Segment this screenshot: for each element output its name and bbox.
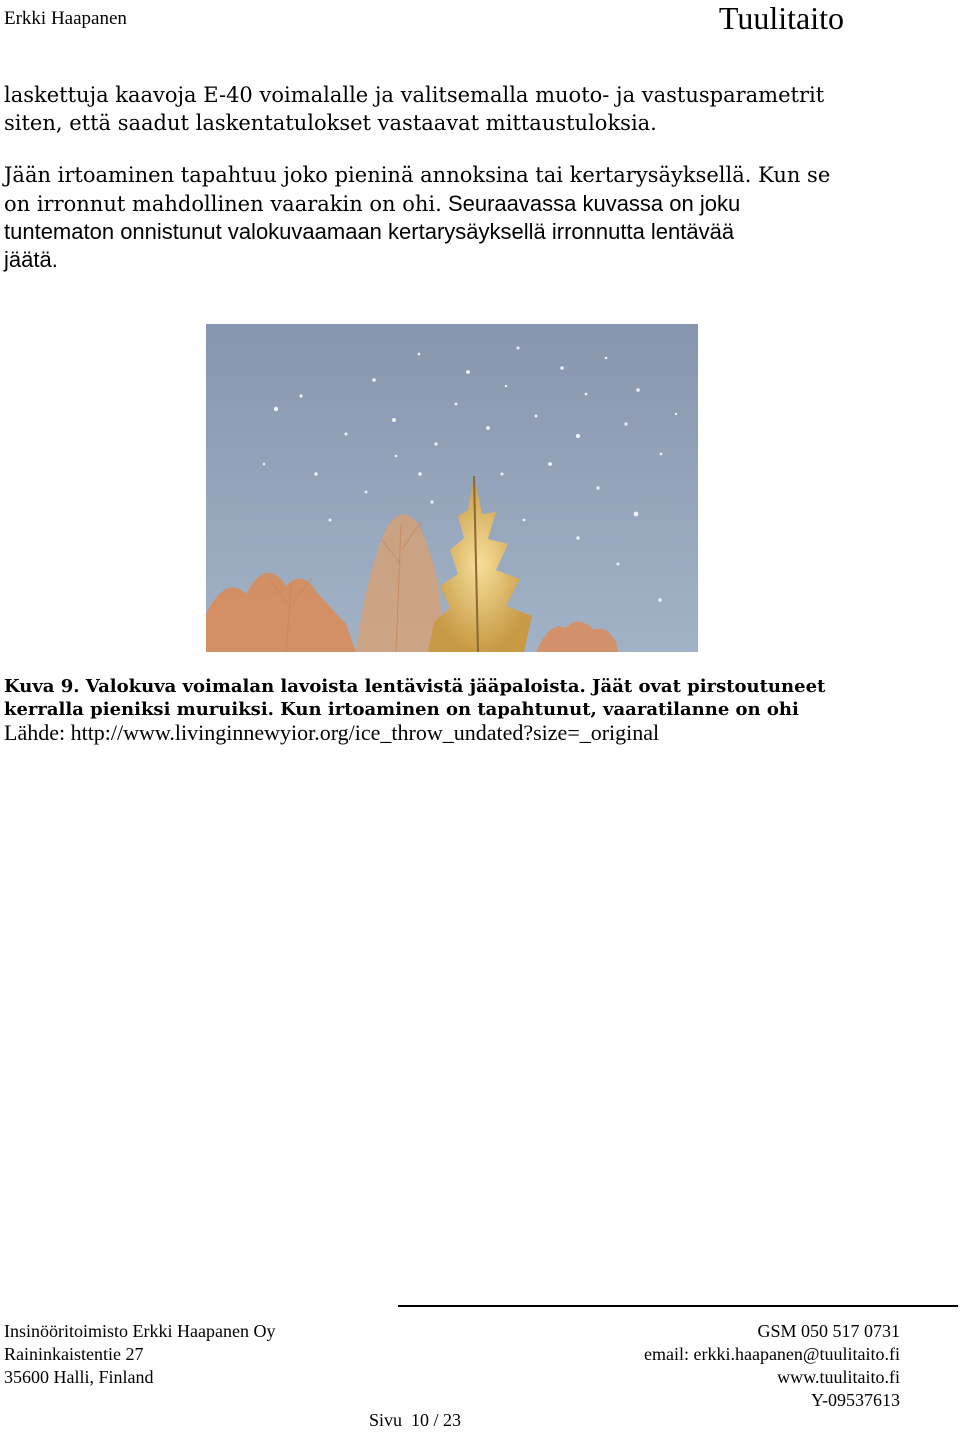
page-label: Sivu xyxy=(369,1410,403,1430)
header-title: Tuulitaito xyxy=(718,0,844,36)
footer-street: Raininkaistentie 27 xyxy=(4,1344,144,1364)
paragraph-2-line-3: tuntematon onnistunut valokuvaamaan kertarysäyksellä irronnutta lentävää xyxy=(4,219,735,244)
footer-contact xyxy=(644,1320,900,1412)
paragraph-2-line-2-a: on irronnut mahdollinen vaarakin on ohi. xyxy=(4,191,442,216)
footer-email: email: erkki.haapanen@tuulitaito.fi xyxy=(644,1344,900,1364)
footer-phone: GSM 050 517 0731 xyxy=(757,1321,900,1341)
paragraph-1-line-1: laskettuja kaavoja E-40 voimalalle ja valitsemalla muoto- ja vastusparametrit xyxy=(4,83,825,107)
paragraph-2-line-1: Jään irtoaminen tapahtuu joko pieninä annoksina tai kertarysäyksellä. Kun se xyxy=(4,163,831,187)
footer-address xyxy=(4,1320,275,1389)
paragraph-2-line-4: jäätä. xyxy=(4,246,58,272)
paragraph-1-line-2: siten, että saadut laskentatulokset vastaavat mittaustuloksia. xyxy=(4,110,657,135)
page-total: 23 xyxy=(443,1410,462,1430)
footer-company: Insinööritoimisto Erkki Haapanen Oy xyxy=(4,1321,276,1341)
figure-caption xyxy=(4,675,924,721)
footer-business-id: Y-09537613 xyxy=(811,1390,900,1410)
paragraph-2-line-2-b: Seuraavassa kuvassa on joku xyxy=(441,190,741,216)
paragraph-2-line-2 xyxy=(4,190,904,219)
footer-web: www.tuulitaito.fi xyxy=(777,1367,900,1387)
figure-caption-line-1: Kuva 9. Valokuva voimalan lavoista lentävistä jääpaloista. Jäät ovat pirstoutuneet xyxy=(4,676,826,697)
footer-city: 35600 Halli, Finland xyxy=(4,1367,154,1387)
header-author: Erkki Haapanen xyxy=(4,8,127,29)
paragraph-2 xyxy=(4,162,904,273)
ice-throw-photo xyxy=(206,324,698,652)
figure-caption-line-2: kerralla pieniksi muruiksi. Kun irtoaminen on tapahtunut, vaaratilanne on ohi xyxy=(4,699,799,720)
footer-divider xyxy=(398,1305,958,1307)
figure-source: Lähde: http://www.livinginnewyior.org/ice_throw_undated?size=_original xyxy=(4,720,660,745)
page-number xyxy=(369,1410,461,1431)
paragraph-1 xyxy=(4,82,904,137)
page-separator: / xyxy=(433,1410,439,1430)
page-current: 10 xyxy=(411,1410,430,1430)
ice-throw-photo-svg xyxy=(206,324,698,652)
